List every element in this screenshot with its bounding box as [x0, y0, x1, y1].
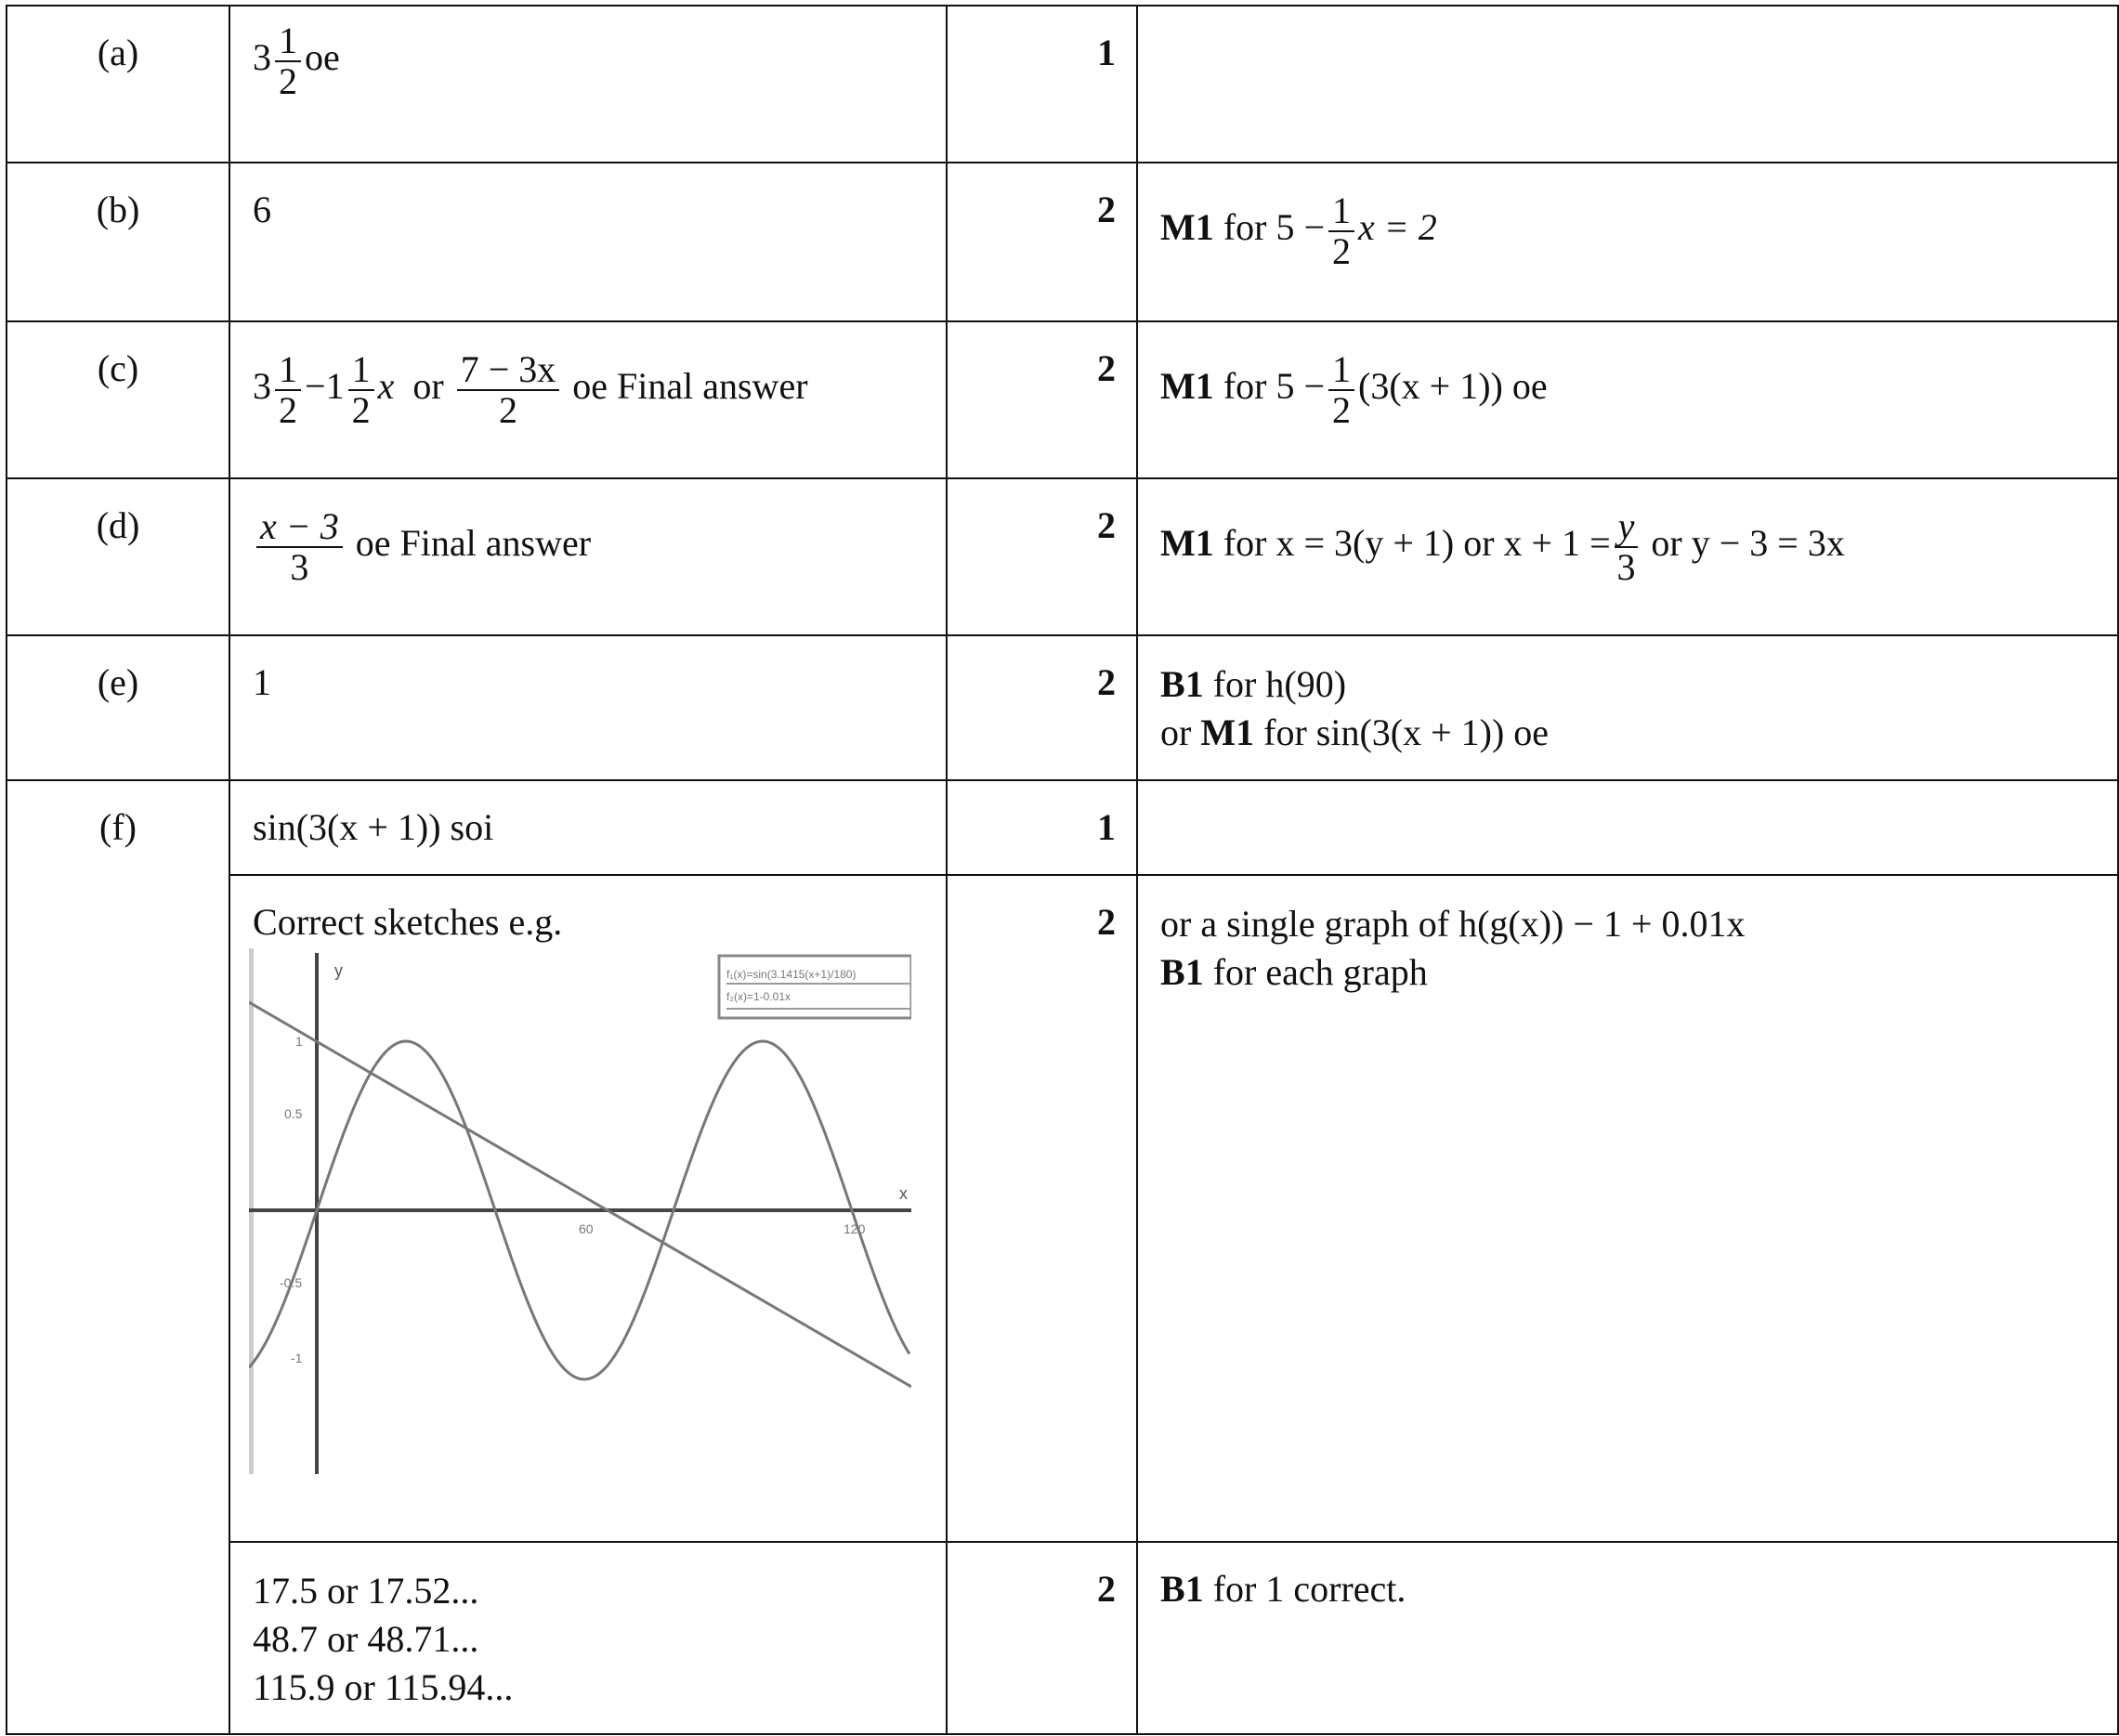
mark: 1: [947, 6, 1137, 163]
text: or: [1160, 711, 1192, 753]
denominator: 2: [498, 389, 517, 431]
mark: 2: [947, 163, 1137, 321]
x-tick-label: 60: [579, 1221, 594, 1236]
answer: [229, 1542, 947, 1734]
answer: [229, 478, 947, 635]
denominator: 3: [290, 546, 309, 588]
mark-code: B1: [1160, 663, 1204, 705]
mark: 2: [947, 875, 1137, 1542]
whole: −1: [305, 365, 345, 408]
guidance: [1137, 1542, 2118, 1734]
mark: 1: [947, 780, 1137, 875]
sketch-graph: [249, 948, 911, 1474]
part-label: (e): [7, 635, 229, 780]
numerator: 1: [1328, 191, 1354, 232]
row-d: [7, 478, 2118, 635]
row-f: [7, 780, 2118, 875]
mark-code: M1: [1160, 365, 1214, 408]
numerator: 7 − 3x: [457, 350, 560, 391]
row-e: [7, 635, 2118, 780]
solution: 115.9 or 115.94...: [253, 1666, 514, 1708]
fraction: [1615, 507, 1639, 587]
whole: 3: [253, 36, 272, 79]
mark: 2: [947, 478, 1137, 635]
guidance: [1137, 875, 2118, 1542]
fraction: [275, 21, 301, 101]
text: for x = 3(y + 1) or x + 1 =: [1223, 522, 1611, 565]
legend-entry: f₂(x)=1-0.01x: [726, 990, 791, 1003]
text: for 1 correct.: [1212, 1568, 1406, 1610]
text: oe Final answer: [355, 522, 592, 565]
denominator: 2: [1332, 230, 1352, 272]
guidance: [1137, 321, 2118, 478]
answer: [229, 6, 947, 163]
denominator: 3: [1616, 546, 1636, 588]
answer: 6: [229, 163, 947, 321]
mark-code: M1: [1200, 711, 1255, 753]
denominator: 2: [279, 389, 298, 431]
numerator: 1: [348, 350, 374, 391]
mark-code: M1: [1160, 206, 1214, 249]
text: or y − 3 = 3x: [1651, 522, 1845, 565]
guidance: [1137, 163, 2118, 321]
x-axis-label: x: [899, 1184, 909, 1203]
text: for sin(3(x + 1)) oe: [1263, 711, 1550, 753]
fraction: [457, 350, 560, 430]
solution: 17.5 or 17.52...: [253, 1570, 479, 1612]
solution: 48.7 or 48.71...: [253, 1618, 479, 1660]
answer-text: Correct sketches e.g.: [253, 901, 563, 943]
numerator: y: [1615, 507, 1639, 548]
x-tick-label: 120: [844, 1221, 866, 1236]
answer: 1: [229, 635, 947, 780]
answer: sin(3(x + 1)) soi: [229, 780, 947, 875]
guidance: [1137, 478, 2118, 635]
row-a: [7, 6, 2118, 163]
part-label: (c): [7, 321, 229, 478]
mark-code: B1: [1160, 1568, 1204, 1610]
legend-entry: f₁(x)=sin(3.1415(x+1)/180): [726, 968, 857, 981]
numerator: 1: [275, 21, 301, 62]
answer: [229, 321, 947, 478]
mark: 2: [947, 321, 1137, 478]
text: (3(x + 1)) oe: [1358, 365, 1548, 408]
mark: 2: [947, 1542, 1137, 1734]
text: x = 2: [1358, 206, 1437, 249]
guidance: [1137, 6, 2118, 163]
numerator: 1: [275, 350, 301, 391]
guidance: [1137, 780, 2118, 875]
part-label: (a): [7, 6, 229, 163]
denominator: 2: [351, 389, 371, 431]
fraction: [348, 350, 374, 430]
row-c: [7, 321, 2118, 478]
answer: [229, 875, 947, 1542]
text: for 5 −: [1223, 365, 1326, 408]
straight-line: [249, 1002, 911, 1387]
fraction: [1328, 191, 1354, 271]
part-label: (d): [7, 478, 229, 635]
text: or: [412, 365, 444, 408]
numerator: 1: [1328, 350, 1354, 391]
whole: 3: [253, 365, 272, 408]
numerator: x − 3: [256, 507, 343, 548]
suffix: oe: [305, 36, 340, 79]
y-tick-label: -1: [291, 1351, 303, 1365]
text: or a single graph of h(g(x)) − 1 + 0.01x: [1160, 903, 1746, 945]
part-label: (f): [7, 780, 229, 1734]
fraction: [256, 507, 343, 587]
text: oe Final answer: [572, 365, 808, 408]
y-axis-label: y: [334, 961, 344, 980]
mark-code: B1: [1160, 951, 1204, 993]
row-f-sketch: [7, 875, 2118, 1542]
mark-code: M1: [1160, 522, 1214, 565]
y-tick-label: -0.5: [280, 1275, 303, 1290]
variable: x: [377, 365, 395, 408]
y-tick-label: 1: [295, 1034, 303, 1049]
row-b: [7, 163, 2118, 321]
part-label: (b): [7, 163, 229, 321]
fraction: [275, 350, 301, 430]
y-tick-label: 0.5: [284, 1106, 303, 1121]
denominator: 2: [1332, 389, 1352, 431]
mark-scheme-table: [6, 5, 2119, 1735]
denominator: 2: [279, 60, 298, 102]
row-f-solutions: [7, 1542, 2118, 1734]
mark: 2: [947, 635, 1137, 780]
text: for 5 −: [1223, 206, 1326, 249]
text: for each graph: [1212, 951, 1428, 993]
fraction: [1328, 350, 1354, 430]
guidance: [1137, 635, 2118, 780]
text: for h(90): [1212, 663, 1347, 705]
